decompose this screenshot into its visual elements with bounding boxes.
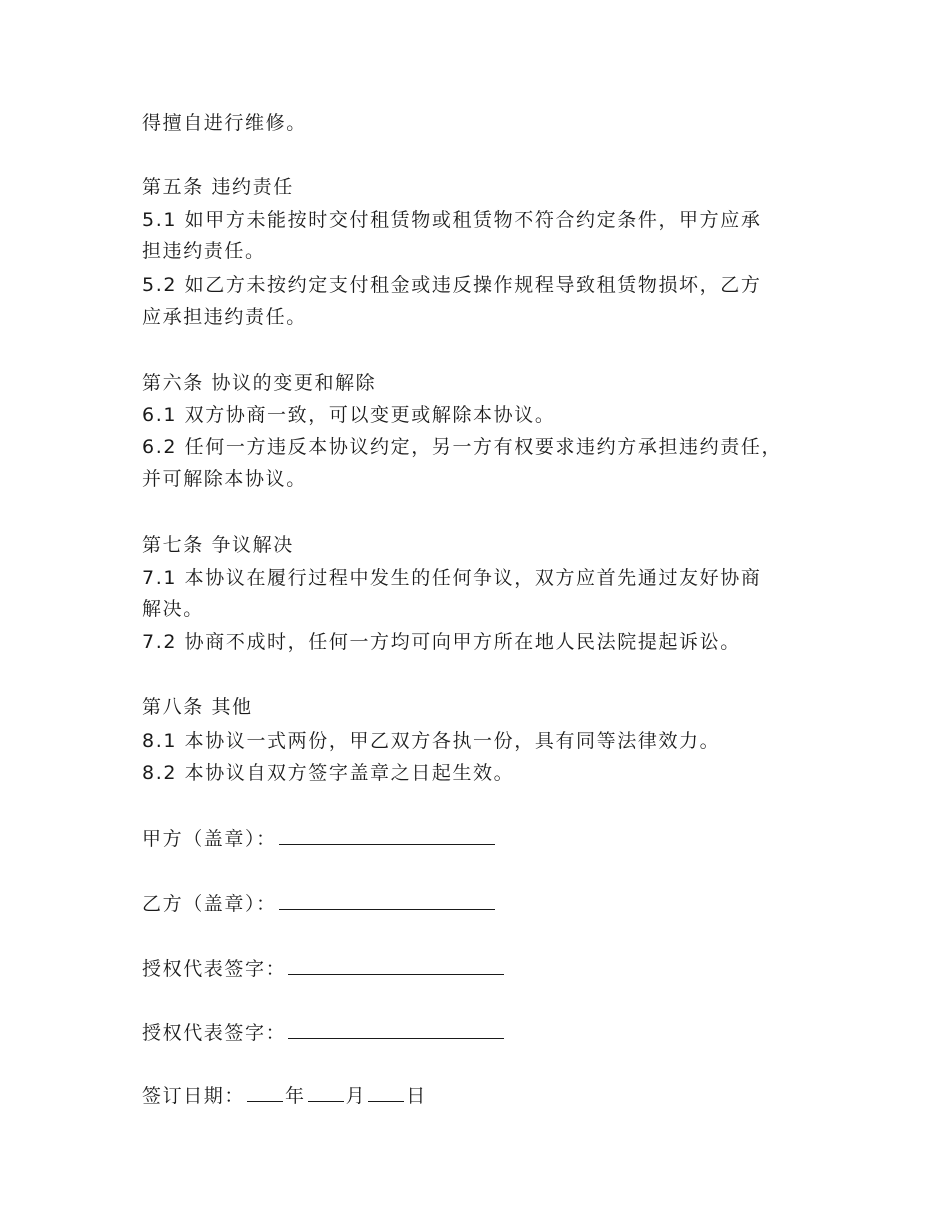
representative-2-signature-row [142, 1020, 504, 1045]
article-8-title: 第八条 其他 [142, 696, 253, 718]
year-blank[interactable] [247, 1083, 283, 1102]
party-a-signature-row [142, 826, 495, 851]
clause-7-1-line-1: 7.1 本协议在履行过程中发生的任何争议，双方应首先通过友好协商 [142, 567, 762, 589]
article-6-title: 第六条 协议的变更和解除 [142, 372, 377, 394]
party-a-signature-line[interactable] [279, 826, 495, 845]
month-unit: 月 [345, 1085, 367, 1107]
paragraph-line: 得擅自进行维修。 [142, 112, 307, 134]
party-a-label: 甲方（盖章）： [142, 828, 277, 850]
party-b-signature-row [142, 891, 495, 916]
clause-7-2: 7.2 协商不成时，任何一方均可向甲方所在地人民法院提起诉讼。 [142, 631, 741, 653]
clause-6-1: 6.1 双方协商一致，可以变更或解除本协议。 [142, 404, 556, 426]
representative-2-signature-line[interactable] [288, 1020, 504, 1039]
clause-6-2-line-2: 并可解除本协议。 [142, 468, 307, 490]
clause-5-2-line-1: 5.2 如乙方未按约定支付租金或违反操作规程导致租赁物损坏，乙方 [142, 274, 762, 296]
clause-5-1-line-2: 担违约责任。 [142, 240, 266, 262]
representative-1-signature-line[interactable] [288, 956, 504, 975]
clause-7-1-line-2: 解决。 [142, 598, 204, 620]
party-b-label: 乙方（盖章）： [142, 893, 277, 915]
month-blank[interactable] [308, 1083, 344, 1102]
signing-date-row [142, 1083, 427, 1108]
clause-8-2: 8.2 本协议自双方签字盖章之日起生效。 [142, 762, 515, 784]
clause-6-2-line-1: 6.2 任何一方违反本协议约定，另一方有权要求违约方承担违约责任， [142, 436, 783, 458]
clause-5-2-line-2: 应承担违约责任。 [142, 306, 307, 328]
representative-2-label: 授权代表签字： [142, 1022, 287, 1044]
representative-1-signature-row [142, 956, 504, 981]
representative-1-label: 授权代表签字： [142, 958, 287, 980]
day-unit: 日 [406, 1085, 427, 1107]
year-unit: 年 [285, 1085, 306, 1107]
clause-5-1-line-1: 5.1 如甲方未能按时交付租赁物或租赁物不符合约定条件，甲方应承 [142, 209, 762, 231]
article-7-title: 第七条 争议解决 [142, 534, 294, 556]
article-5-title: 第五条 违约责任 [142, 176, 294, 198]
signing-date-label: 签订日期： [142, 1085, 246, 1107]
party-b-signature-line[interactable] [279, 891, 495, 910]
day-blank[interactable] [368, 1083, 404, 1102]
clause-8-1: 8.1 本协议一式两份，甲乙双方各执一份，具有同等法律效力。 [142, 730, 721, 752]
